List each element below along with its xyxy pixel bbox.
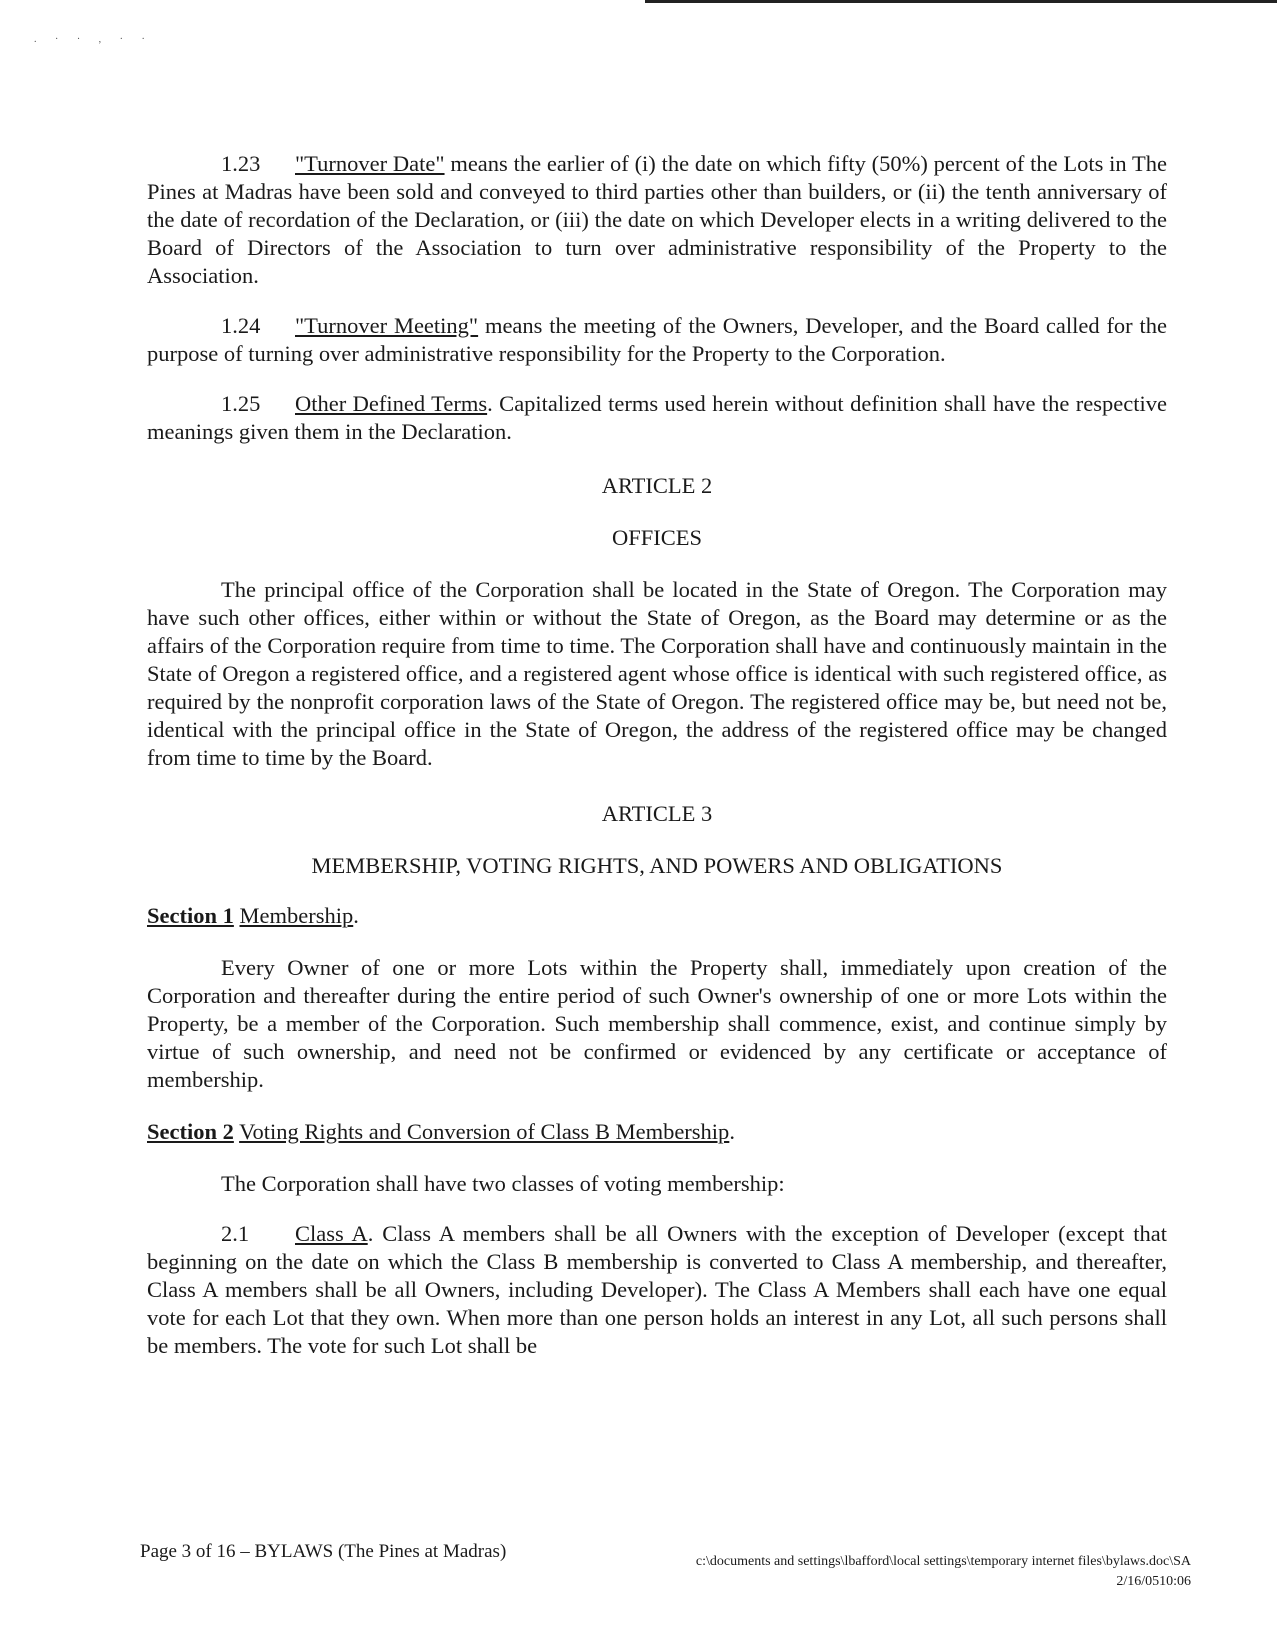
paragraph-number: 1.24 [221,313,261,338]
paragraph-2-1 [147,1220,1167,1360]
footer-file-info [595,1552,1191,1592]
article-2-label: ARTICLE 2 [601,473,713,498]
paragraph-1-25 [147,390,1167,446]
paragraph-text: . Class A members shall be all Owners with the exception of Developer (except that beginning on the date on which the Class B membership is converted to Class A membership, and thereafter, Class A members shall be all Owners, including Developer). The Class A Members shall each have one equal vote for each Lot that they own. When more than one person holds an interest in any Lot, all such persons shall be members. The vote for such Lot shall be [147,1221,1167,1358]
paragraph-number: 1.25 [221,391,261,416]
section-label: Section 1 [147,903,234,928]
paragraph-1-23 [147,150,1167,290]
footer-page-label: Page 3 of 16 – BYLAWS (The Pines at Madras) [140,1541,507,1562]
paragraph-text: means the meeting of the Owners, Developer, and the Board called for the purpose of turning over administrative responsibility for the Property to the Corporation. [147,313,1167,366]
article-2-body: The principal office of the Corporation shall be located in the State of Oregon. The Corporation may have such other offices, either within or without the State of Oregon, as the Board may determine or as the affairs of the Corporation require from time to time. The Corporation shall have and continuously maintain in the State of Oregon a registered office, and a registered agent whose office is identical with such registered office, as required by the nonprofit corporation laws of the State of Oregon. The registered office may be, but need not be, identical with the principal office in the State of Oregon, the address of the registered office may be changed from time to time by the Board. [147,577,1167,770]
section-2-intro: The Corporation shall have two classes of voting membership: [221,1171,785,1196]
section-label: Section 2 [147,1119,234,1144]
paragraph-number: 1.23 [221,151,261,176]
section-2-heading: Section 2 Voting Rights and Conversion of Class B Membership. [147,1119,735,1144]
defined-term: "Turnover Date" [295,151,445,176]
document-page [147,150,1167,1382]
footer-timestamp: 2/16/0510:06 [1116,1574,1191,1589]
defined-term: "Turnover Meeting" [295,313,479,338]
section-1-body: Every Owner of one or more Lots within the Property shall, immediately upon creation of the Corporation and thereafter during the entire period of such Owner's ownership of one or more Lots within the Property, be a member of the Corporation. Such membership shall commence, exist, and continue simply by virtue of such ownership, and need not be confirmed or evidenced by any certificate or acceptance of membership. [147,955,1167,1092]
paragraph-text: means the earlier of (i) the date on which fifty (50%) percent of the Lots in The Pines at Madras have been sold and conveyed to third parties other than builders, or (ii) the tenth anniversary of the date of recordation of the Declaration, or (iii) the date on which Developer elects in a writing delivered to the Board of Directors of the Association to turn over administrative responsibility of the Property to the Association. [147,151,1167,288]
scan-border-line [645,0,1277,3]
footer-file-path: c:\documents and settings\lbafford\local settings\temporary internet files\bylaws.doc\SA [695,1554,1191,1569]
paragraph-1-24 [147,312,1167,368]
paragraph-number: 2.1 [221,1221,250,1246]
article-2-title: OFFICES [611,525,703,550]
section-title: Voting Rights and Conversion of Class B Membership [239,1119,730,1144]
scan-marks: . · · , · · [34,34,153,45]
section-title: Membership [239,903,354,928]
article-3-title: MEMBERSHIP, VOTING RIGHTS, AND POWERS AND OBLIGATIONS [311,853,1003,878]
paragraph-text: . Capitalized terms used herein without definition shall have the respective meanings given them in the Declaration. [147,391,1168,444]
defined-term: Class A [295,1221,368,1246]
defined-term: Other Defined Terms [295,391,488,416]
section-1-heading: Section 1 Membership. [147,903,359,928]
article-3-label: ARTICLE 3 [601,801,713,826]
